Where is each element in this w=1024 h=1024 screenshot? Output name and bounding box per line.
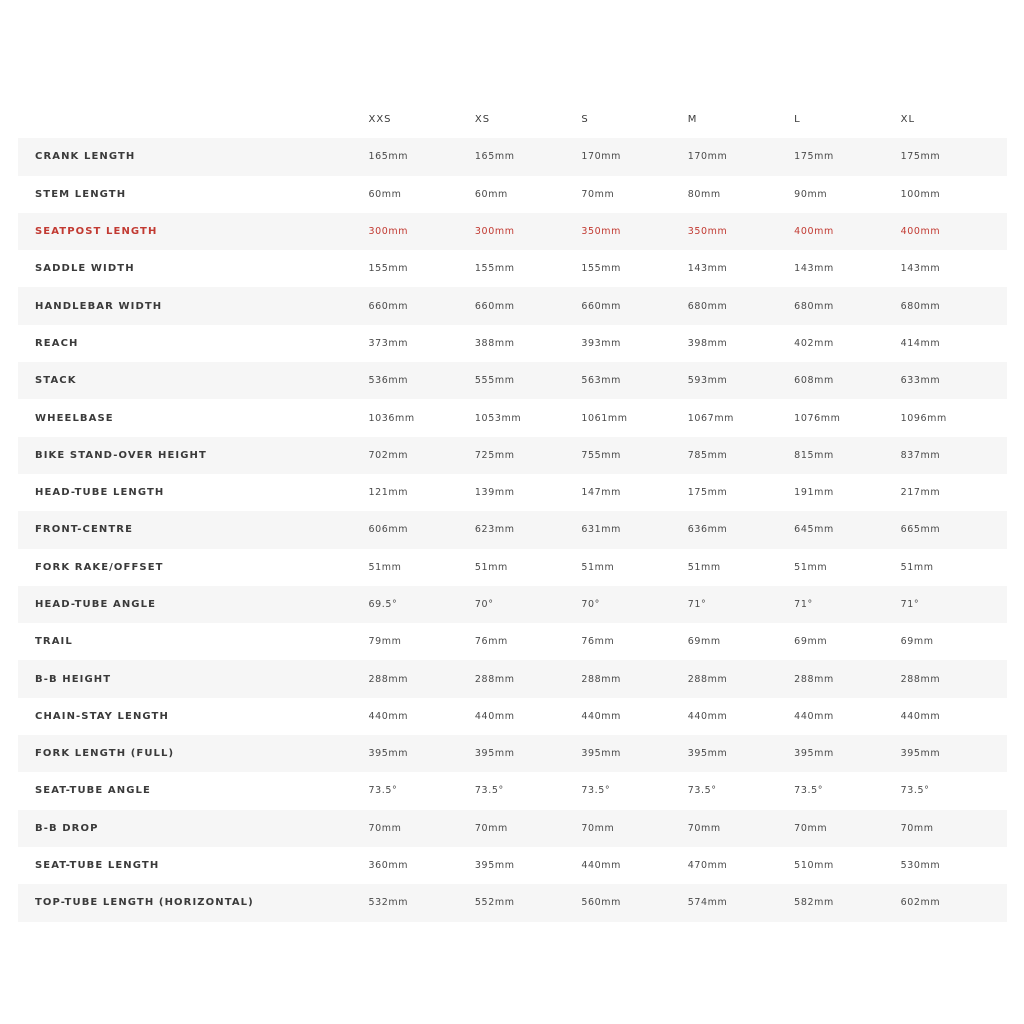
row-value: 755mm: [581, 449, 621, 461]
row-value: 51mm: [687, 561, 721, 573]
row-value: 555mm: [474, 375, 515, 387]
row-value: 165mm: [368, 151, 409, 163]
row-value: 121mm: [368, 487, 409, 499]
table-row: [18, 362, 1007, 399]
row-value: 395mm: [687, 748, 728, 760]
row-value: 69mm: [687, 636, 721, 648]
size-header-xs: XS: [474, 114, 491, 126]
row-value: 300mm: [368, 226, 409, 238]
row-value: 51mm: [474, 561, 508, 573]
row-value: 155mm: [581, 263, 621, 275]
row-value: 530mm: [900, 860, 941, 872]
row-value: 645mm: [794, 524, 834, 536]
row-label: STACK: [35, 375, 77, 387]
row-value: 510mm: [794, 860, 834, 872]
row-value: 402mm: [794, 337, 834, 349]
row-label: REACH: [35, 337, 79, 349]
row-value: 147mm: [581, 487, 621, 499]
row-value: 660mm: [474, 300, 515, 312]
row-value: 143mm: [687, 263, 728, 275]
row-value: 602mm: [900, 897, 941, 909]
row-value: 395mm: [581, 748, 621, 760]
row-value: 702mm: [368, 449, 409, 461]
row-value: 440mm: [581, 860, 621, 872]
row-value: 71°: [900, 599, 920, 610]
row-value: 73.5°: [474, 785, 504, 797]
row-value: 288mm: [474, 673, 515, 685]
row-label: HEAD-TUBE LENGTH: [35, 487, 165, 499]
row-value: 51mm: [368, 561, 402, 573]
table-row: [18, 474, 1007, 511]
row-value: 536mm: [368, 375, 409, 387]
row-label: HANDLEBAR WIDTH: [35, 300, 163, 312]
row-value: 582mm: [794, 897, 834, 909]
row-value: 143mm: [794, 263, 834, 275]
row-value: 71°: [687, 599, 707, 610]
size-header-s: S: [581, 114, 589, 126]
row-value: 395mm: [900, 748, 941, 760]
row-value: 165mm: [474, 151, 515, 163]
row-value: 440mm: [687, 710, 728, 722]
size-header-m: M: [687, 114, 698, 126]
table-row: [18, 437, 1007, 474]
row-value: 70mm: [687, 822, 721, 834]
row-value: 70mm: [900, 822, 934, 834]
row-value: 560mm: [581, 897, 621, 909]
row-value: 80mm: [687, 188, 721, 200]
row-value: 60mm: [474, 188, 508, 200]
row-value: 73.5°: [900, 785, 930, 797]
table-row: [18, 772, 1007, 809]
row-value: 532mm: [368, 897, 409, 909]
row-value: 1096mm: [900, 412, 947, 424]
table-row: [18, 138, 1007, 175]
row-value: 440mm: [474, 710, 515, 722]
row-value: 606mm: [368, 524, 409, 536]
table-row: [18, 213, 1007, 250]
row-value: 631mm: [581, 524, 621, 536]
row-value: 636mm: [687, 524, 728, 536]
row-value: 680mm: [794, 300, 834, 312]
row-value: 1053mm: [474, 412, 522, 424]
row-value: 69.5°: [368, 599, 398, 610]
row-value: 725mm: [474, 449, 515, 461]
row-value: 288mm: [794, 673, 834, 685]
row-value: 70mm: [581, 188, 615, 200]
row-value: 414mm: [900, 337, 941, 349]
row-value: 69mm: [900, 636, 934, 648]
row-value: 70°: [474, 599, 494, 610]
table-row: [18, 586, 1007, 623]
row-value: 608mm: [794, 375, 834, 387]
row-value: 288mm: [687, 673, 728, 685]
table-row: [18, 735, 1007, 772]
row-value: 360mm: [368, 860, 409, 872]
row-value: 633mm: [900, 375, 941, 387]
row-value: 350mm: [581, 226, 621, 238]
row-value: 440mm: [581, 710, 621, 722]
row-value: 79mm: [368, 636, 402, 648]
table-row: [18, 399, 1007, 436]
row-value: 70mm: [368, 822, 402, 834]
row-value: 76mm: [474, 636, 508, 648]
table-row: [18, 511, 1007, 548]
row-label: B-B HEIGHT: [35, 673, 112, 685]
row-value: 155mm: [474, 263, 515, 275]
row-value: 71°: [794, 599, 813, 610]
row-value: 155mm: [368, 263, 409, 275]
row-value: 815mm: [794, 449, 834, 461]
row-label: SEAT-TUBE LENGTH: [35, 860, 160, 872]
row-value: 837mm: [900, 449, 941, 461]
row-value: 785mm: [687, 449, 728, 461]
row-value: 76mm: [581, 636, 615, 648]
row-value: 470mm: [687, 860, 728, 872]
row-value: 288mm: [368, 673, 409, 685]
row-value: 395mm: [474, 860, 515, 872]
row-value: 143mm: [900, 263, 941, 275]
table-row: [18, 698, 1007, 735]
row-value: 400mm: [900, 226, 941, 238]
table-row: [18, 250, 1007, 287]
table-row: [18, 660, 1007, 697]
row-label: WHEELBASE: [35, 412, 114, 424]
row-value: 350mm: [687, 226, 728, 238]
row-value: 1076mm: [794, 412, 841, 424]
row-value: 395mm: [474, 748, 515, 760]
row-value: 288mm: [900, 673, 941, 685]
row-value: 1036mm: [368, 412, 415, 424]
row-value: 440mm: [900, 710, 941, 722]
table-row: [18, 176, 1007, 213]
row-value: 395mm: [368, 748, 409, 760]
size-header-xxs: XXS: [368, 114, 392, 126]
row-value: 440mm: [368, 710, 409, 722]
size-header-l: L: [794, 114, 801, 126]
row-value: 170mm: [687, 151, 728, 163]
row-value: 139mm: [474, 487, 515, 499]
row-value: 191mm: [794, 487, 834, 499]
row-value: 217mm: [900, 487, 941, 499]
row-value: 393mm: [581, 337, 621, 349]
row-value: 1061mm: [581, 412, 628, 424]
row-label: FORK LENGTH (FULL): [35, 748, 175, 760]
row-value: 552mm: [474, 897, 515, 909]
row-value: 70°: [581, 599, 600, 610]
size-header-xl: XL: [900, 114, 916, 126]
row-value: 373mm: [368, 337, 409, 349]
row-value: 170mm: [581, 151, 621, 163]
row-value: 300mm: [474, 226, 515, 238]
row-value: 680mm: [900, 300, 941, 312]
row-value: 73.5°: [581, 785, 611, 797]
row-value: 665mm: [900, 524, 941, 536]
table-row: [18, 287, 1007, 324]
row-value: 73.5°: [368, 785, 398, 797]
row-label: SEAT-TUBE ANGLE: [35, 785, 151, 797]
row-value: 563mm: [581, 375, 621, 387]
row-value: 398mm: [687, 337, 728, 349]
row-value: 73.5°: [687, 785, 717, 797]
row-value: 400mm: [794, 226, 834, 238]
row-value: 680mm: [687, 300, 728, 312]
row-label: BIKE STAND-OVER HEIGHT: [35, 449, 207, 461]
table-row: [18, 549, 1007, 586]
row-value: 388mm: [474, 337, 515, 349]
row-value: 100mm: [900, 188, 941, 200]
row-value: 660mm: [581, 300, 621, 312]
table-body: [18, 138, 1007, 921]
row-label: B-B DROP: [35, 822, 99, 834]
row-value: 175mm: [687, 487, 728, 499]
row-value: 660mm: [368, 300, 409, 312]
table-header-row: [18, 101, 1007, 138]
row-label: HEAD-TUBE ANGLE: [35, 599, 157, 610]
row-label: CRANK LENGTH: [35, 151, 136, 163]
row-label: FORK RAKE/OFFSET: [35, 561, 164, 573]
table-row: [18, 810, 1007, 847]
geometry-table: [18, 101, 1007, 922]
table-row: [18, 325, 1007, 362]
row-value: 395mm: [794, 748, 834, 760]
row-value: 69mm: [794, 636, 828, 648]
row-value: 175mm: [900, 151, 941, 163]
row-value: 70mm: [474, 822, 508, 834]
row-value: 288mm: [581, 673, 621, 685]
row-value: 623mm: [474, 524, 515, 536]
row-label: SADDLE WIDTH: [35, 263, 135, 275]
row-label: FRONT-CENTRE: [35, 524, 133, 536]
row-value: 51mm: [900, 561, 934, 573]
row-value: 73.5°: [794, 785, 824, 797]
row-label: STEM LENGTH: [35, 188, 127, 200]
row-label: TRAIL: [35, 636, 73, 648]
row-value: 51mm: [794, 561, 828, 573]
row-value: 440mm: [794, 710, 834, 722]
row-label: TOP-TUBE LENGTH (HORIZONTAL): [35, 897, 254, 909]
row-value: 51mm: [581, 561, 615, 573]
row-value: 70mm: [794, 822, 828, 834]
row-value: 593mm: [687, 375, 728, 387]
row-value: 175mm: [794, 151, 834, 163]
row-label: SEATPOST LENGTH: [35, 226, 158, 238]
row-value: 70mm: [581, 822, 615, 834]
row-value: 574mm: [687, 897, 728, 909]
row-label: CHAIN-STAY LENGTH: [35, 710, 169, 722]
row-value: 90mm: [794, 188, 828, 200]
row-value: 1067mm: [687, 412, 735, 424]
table-row: [18, 847, 1007, 884]
row-value: 60mm: [368, 188, 402, 200]
table-row: [18, 884, 1007, 921]
table-row: [18, 623, 1007, 660]
